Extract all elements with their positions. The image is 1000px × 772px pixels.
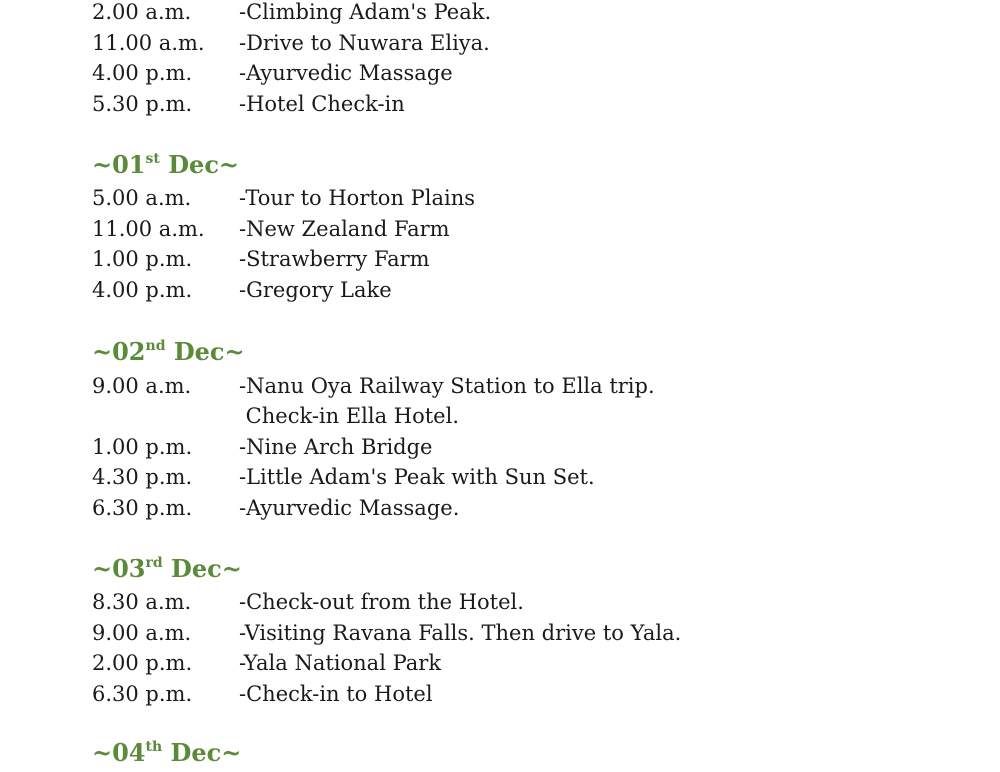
- activity-label: -Nanu Oya Railway Station to Ella trip.: [239, 374, 655, 398]
- activity-label: -Climbing Adam's Peak.: [239, 0, 492, 24]
- day-heading: [92, 150, 239, 184]
- time-label: 2.00 a.m.: [92, 0, 192, 24]
- day-heading-rest: Dec~: [162, 738, 242, 767]
- time-label: 11.00 a.m.: [92, 216, 205, 241]
- activity-label: -Visiting Ravana Falls. Then drive to Yala.: [239, 620, 682, 645]
- time-label: 5.30 p.m.: [92, 91, 193, 116]
- day-heading-rest: Dec~: [165, 337, 245, 366]
- activity-label: -Little Adam's Peak with Sun Set.: [239, 465, 595, 490]
- time-label: 9.00 a.m.: [92, 620, 192, 645]
- activity-label: -Gregory Lake: [239, 277, 392, 302]
- activity-label: -Hotel Check-in: [239, 91, 405, 116]
- time-label: 1.00 p.m.: [92, 434, 193, 459]
- day-heading: [92, 738, 241, 772]
- day-heading: [92, 554, 242, 588]
- day-heading-prefix: ~01: [92, 150, 146, 179]
- time-label: 4.00 p.m.: [92, 277, 193, 302]
- time-label: 11.00 a.m.: [92, 30, 205, 55]
- activity-label: -Yala National Park: [239, 651, 442, 676]
- activity-label: -Ayurvedic Massage: [239, 61, 453, 86]
- activity-label: -Check-out from the Hotel.: [239, 590, 524, 614]
- activity-label: Check-in Ella Hotel.: [239, 404, 459, 428]
- day-heading-ordinal: th: [145, 739, 163, 755]
- day-heading-rest: Dec~: [162, 554, 242, 583]
- time-label: 4.30 p.m.: [92, 465, 193, 490]
- activity-label: -Ayurvedic Massage.: [239, 495, 460, 520]
- activity-label: -Drive to Nuwara Eliya.: [239, 30, 490, 55]
- activity-label: -Strawberry Farm: [239, 247, 430, 272]
- time-label: 6.30 p.m.: [92, 495, 193, 520]
- day-heading-prefix: ~02: [92, 337, 146, 366]
- time-label: 1.00 p.m.: [92, 247, 193, 272]
- time-label: 5.00 a.m.: [92, 186, 192, 210]
- activity-label: -New Zealand Farm: [239, 216, 450, 241]
- day-heading-ordinal: nd: [145, 338, 166, 354]
- time-label: 6.30 p.m.: [92, 681, 193, 706]
- day-heading-prefix: ~03: [92, 554, 146, 583]
- time-label: 4.00 p.m.: [92, 61, 193, 86]
- time-label: 2.00 p.m.: [92, 651, 193, 676]
- activity-label: -Tour to Horton Plains: [239, 186, 476, 210]
- day-heading-prefix: ~04: [92, 738, 146, 767]
- time-label: 8.30 a.m.: [92, 590, 192, 614]
- activity-label: -Nine Arch Bridge: [239, 434, 433, 459]
- day-heading-ordinal: rd: [145, 555, 163, 571]
- activity-label: -Check-in to Hotel: [239, 681, 433, 706]
- time-label: 9.00 a.m.: [92, 374, 192, 398]
- day-heading: [92, 337, 245, 371]
- day-heading-ordinal: st: [145, 151, 160, 167]
- day-heading-rest: Dec~: [159, 150, 240, 179]
